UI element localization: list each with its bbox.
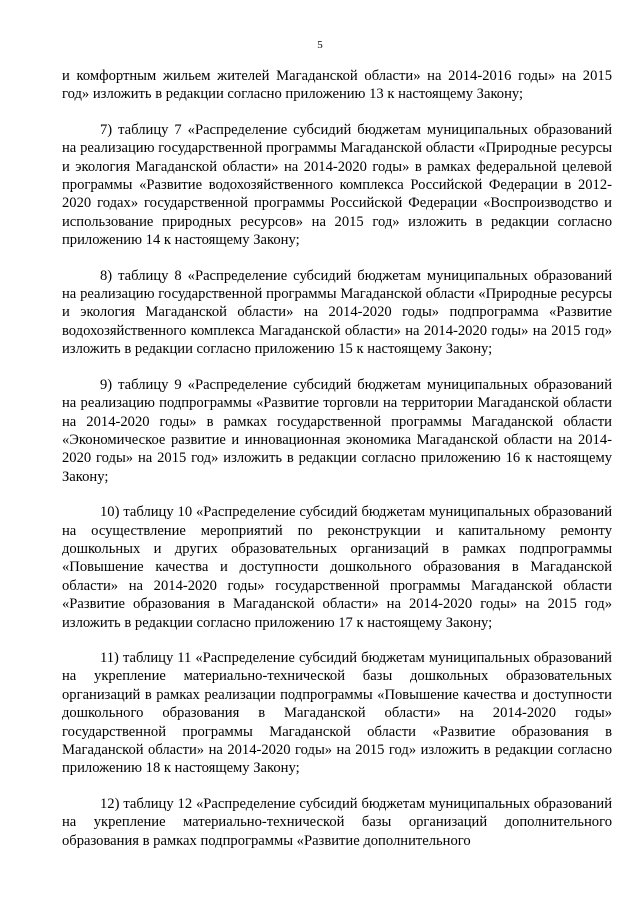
paragraph-item-9: 9) таблицу 9 «Распределение субсидий бюджетам муниципальных образований на реализацию подпрограммы «Развитие торговли на территории Магаданской области на 2014-2020 годы» в рамках государственной программы Магаданской области «Экономическое развитие и инновационная экономика Магаданской области на 2014-2020 годы» на 2015 год» изложить в редакции согласно приложению 16 к настоящему Закону; — [62, 376, 612, 485]
paragraph-continuation: и комфортным жильем жителей Магаданской области» на 2014-2016 годы» на 2015 год» изложить в редакции согласно приложению 13 к настоящему Закону; — [62, 68, 612, 103]
paragraph-item-12: 12) таблицу 12 «Распределение субсидий бюджетам муниципальных образований на укрепление материально-технической базы организаций дополнительного образования в рамках подпрограммы «Развитие дополнительного — [62, 795, 612, 849]
document-body — [62, 67, 612, 850]
paragraph-item-11: 11) таблицу 11 «Распределение субсидий бюджетам муниципальных образований на укрепление материально-технической базы дошкольных образовательных организаций в рамках реализации подпрограммы «Повышение качества и доступности дошкольного образования в Магаданской области» на 2014-2020 годы» государственной программы Магаданской области «Развитие образования в Магаданской области» на 2014-2020 годы» на 2015 год» изложить в редакции согласно приложению 18 к настоящему Закону; — [62, 649, 612, 777]
paragraph-item-10: 10) таблицу 10 «Распределение субсидий бюджетам муниципальных образований на осуществление мероприятий по реконструкции и капитальному ремонту дошкольных и других образовательных организаций в рамках подпрограммы «Повышение качества и доступности дошкольного образования в Магаданской области» на 2014-2020 годы» государственной программы Магаданской области «Развитие образования в Магаданской области» на 2014-2020 годы» на 2015 год» изложить в редакции согласно приложению 17 к настоящему Закону; — [62, 504, 612, 631]
paragraph-item-7: 7) таблицу 7 «Распределение субсидий бюджетам муниципальных образований на реализацию государственной программы Магаданской области «Природные ресурсы и экология Магаданской области» на 2014-2020 годы» в рамках федеральной целевой программы «Развитие водохозяйственного комплекса Российской Федерации в 2012-2020 годах» государственной программы Российской Федерации «Воспроизводство и использование природных ресурсов» на 2015 год» изложить в редакции согласно приложению 14 к настоящему Закону; — [62, 121, 612, 249]
paragraph-item-8: 8) таблицу 8 «Распределение субсидий бюджетам муниципальных образований на реализацию государственной программы Магаданской области «Природные ресурсы и экология Магаданской области» на 2014-2020 годы» подпрограмма «Развитие водохозяйственного комплекса Магаданской области» на 2014-2020 годы» на 2015 год» изложить в редакции согласно приложению 15 к настоящему Закону; — [62, 267, 612, 358]
page-number: 5 — [317, 39, 323, 51]
